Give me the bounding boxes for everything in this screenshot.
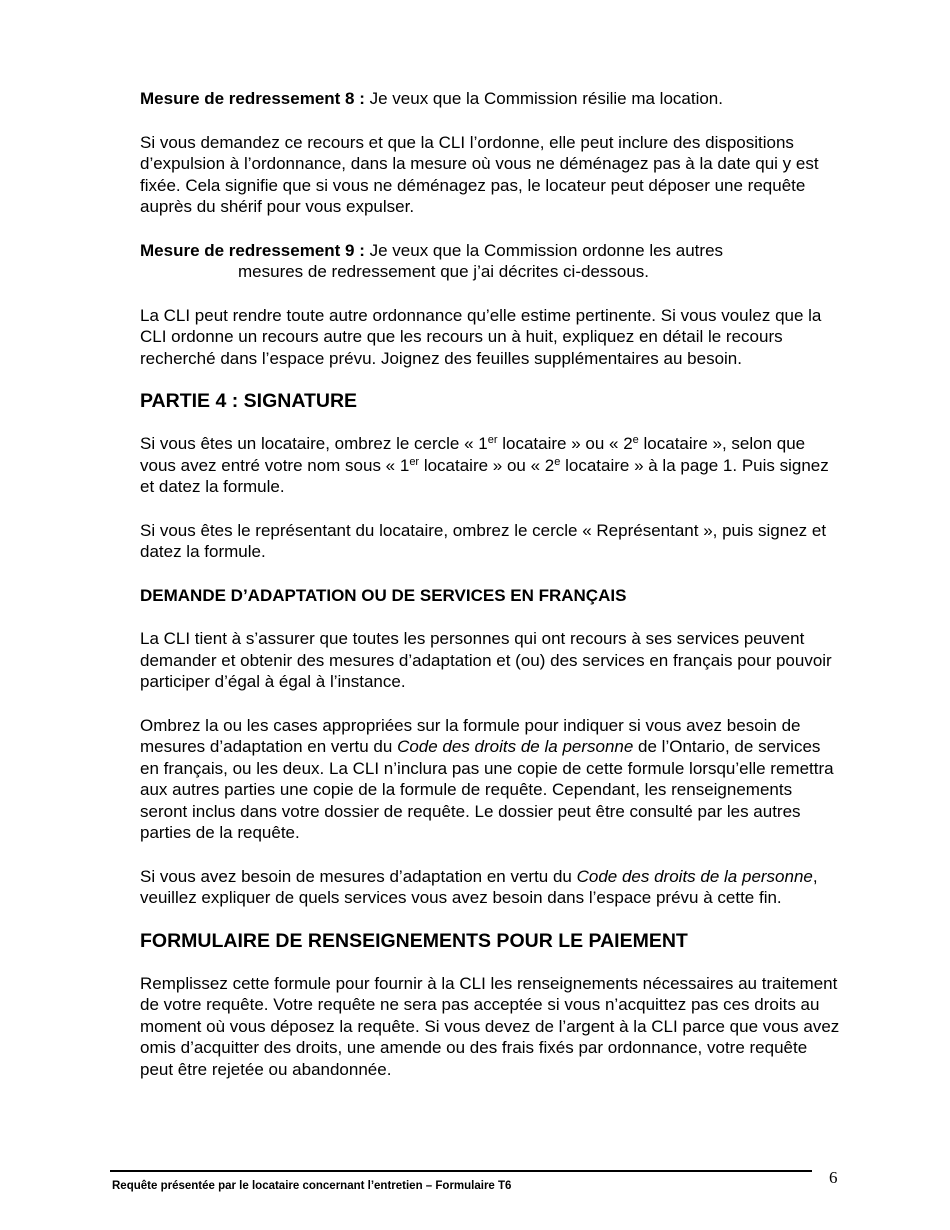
- signature-text-5: locataire » à la page 1. Puis signez et datez la formule.: [140, 455, 829, 496]
- footer-divider: [110, 1170, 812, 1172]
- accommodation-p2-before: Ombrez la ou les cases appropriées sur la formule pour indiquer si vous avez besoin de mesures d’adaptation en vertu du: [140, 715, 801, 756]
- document-body: [140, 88, 840, 1080]
- part-4-heading: PARTIE 4 : SIGNATURE: [140, 390, 358, 412]
- accommodation-p3-before: Si vous avez besoin de mesures d’adaptation en vertu du: [140, 866, 577, 886]
- accommodation-heading: DEMANDE D’ADAPTATION OU DE SERVICES EN FRANÇAIS: [140, 585, 627, 605]
- signature-text-3: locataire », selon que vous avez entré votre nom sous « 1: [140, 434, 806, 475]
- payment-heading: FORMULAIRE DE RENSEIGNEMENTS POUR LE PAIEMENT: [140, 929, 688, 952]
- remedy-9-paragraph: [140, 240, 840, 283]
- code-title-italic: Code des droits de la personne: [576, 866, 813, 886]
- superscript-er: er: [487, 434, 498, 446]
- superscript-er: er: [409, 455, 420, 468]
- payment-paragraph: Remplissez cette formule pour fournir à la CLI les renseignements nécessaires au traitement de votre requête. Votre requête ne sera pas acceptée si vous n’acquittez pas ces droits au moment où vous déposez la requête. Si vous devez de l’argent à la CLI parce que vous avez omis d’acquitter des droits, une amende ou des frais fixés par ordonnance, votre requête peut être rejetée ou abandonnée.: [140, 973, 840, 1079]
- remedy-9-text-line1: Je veux que la Commission ordonne les autres: [364, 240, 724, 260]
- remedy-9-explanation: La CLI peut rendre toute autre ordonnance qu’elle estime pertinente. Si vous voulez que la CLI ordonne un recours autre que les recours un à huit, expliquez en détail le recours recherché dans l’espace prévu. Joignez des feuilles supplémentaires au besoin.: [140, 305, 822, 368]
- remedy-9-text-line2: mesures de redressement que j’ai décrites ci-dessous.: [238, 262, 650, 281]
- accommodation-p3-after: , veuillez expliquer de quels services vous avez besoin dans l’espace prévu à cette fin.: [140, 866, 818, 907]
- signature-text-2: locataire » ou « 2: [497, 434, 633, 453]
- signature-text-4: locataire » ou « 2: [419, 455, 555, 475]
- superscript-e: e: [632, 434, 639, 446]
- accommodation-paragraph-3: [140, 866, 840, 909]
- signature-text-1: Si vous êtes un locataire, ombrez le cercle « 1: [140, 434, 488, 453]
- accommodation-p2-after: de l’Ontario, de services en français, ou les deux. La CLI n’inclura pas une copie de cette formule lorsqu’elle remettra aux autres parties une copie de la formule de requête. Cependant, les renseignements seront inclus dans votre dossier de requête. Le dossier peut être consulté par les autres parties de la requête.: [140, 737, 834, 842]
- signature-tenant-paragraph: [140, 433, 840, 498]
- code-title-italic: Code des droits de la personne: [397, 737, 634, 756]
- page-number: 6: [829, 1168, 838, 1187]
- remedy-8-explanation: Si vous demandez ce recours et que la CLI l’ordonne, elle peut inclure des dispositions d’expulsion à l’ordonnance, dans la mesure où vous ne déménagez pas à la date qui y est fixée. Cela signifie que si vous ne déménagez pas, le locateur peut déposer une requête auprès du shérif pour vous expulser.: [140, 132, 819, 216]
- footer-form-title: Requête présentée par le locataire concernant l’entretien – Formulaire T6: [112, 1180, 512, 1192]
- signature-representative-paragraph: Si vous êtes le représentant du locataire, ombrez le cercle « Représentant », puis signez et datez la formule.: [140, 520, 827, 561]
- accommodation-paragraph-1: La CLI tient à s’assurer que toutes les personnes qui ont recours à ses services peuvent demander et obtenir des mesures d’adaptation et (ou) des services en français pour pouvoir participer d’égal à égal à l’instance.: [140, 629, 832, 691]
- accommodation-paragraph-2: [140, 715, 840, 844]
- remedy-8-text: Je veux que la Commission résilie ma location.: [364, 89, 723, 108]
- remedy-9-label: Mesure de redressement 9 :: [140, 240, 365, 260]
- superscript-e: e: [554, 455, 561, 468]
- remedy-8-paragraph: [140, 88, 840, 110]
- remedy-8-label: Mesure de redressement 8 :: [140, 89, 365, 108]
